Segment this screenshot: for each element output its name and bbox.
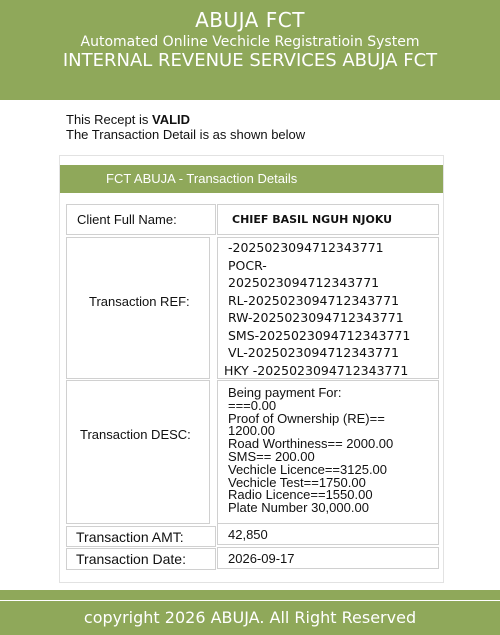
- desc-line: SMS== 200.00: [228, 448, 315, 464]
- transaction-desc-label: Transaction DESC:: [80, 427, 191, 442]
- transaction-desc-value-cell: [217, 380, 439, 524]
- transaction-amt-label: Transaction AMT:: [76, 529, 184, 545]
- panel-title: FCT ABUJA - Transaction Details: [106, 171, 298, 186]
- desc-line: Being payment For:: [228, 385, 342, 400]
- header-title: ABUJA FCT: [195, 8, 305, 32]
- transaction-amt-label-cell: [66, 526, 216, 547]
- status-prefix: This Recept is: [66, 112, 152, 127]
- status-description: The Transaction Detail is as shown below: [66, 127, 306, 142]
- desc-line: Radio Licence==1550.00: [228, 487, 373, 503]
- header-agency: INTERNAL REVENUE SERVICES ABUJA FCT: [62, 50, 438, 71]
- ref-line: HKY -2025023094712343771: [224, 362, 409, 378]
- ref-line: RL-2025023094712343771: [228, 292, 400, 308]
- transaction-amt-value-cell: [217, 523, 439, 545]
- transaction-amt-value: 42,850: [228, 527, 268, 542]
- desc-line: 1200.00: [228, 423, 275, 439]
- page-header: [0, 0, 500, 100]
- desc-line: Road Worthiness== 2000.00: [228, 436, 394, 452]
- transaction-panel: [59, 155, 444, 583]
- desc-line: Vechicle Licence==3125.00: [228, 461, 388, 477]
- transaction-desc-values: [228, 387, 393, 515]
- transaction-ref-values: [224, 239, 410, 379]
- transaction-date-value: 2026-09-17: [228, 551, 295, 566]
- transaction-desc-label-cell: [66, 380, 210, 524]
- client-name-value: CHIEF BASIL NGUH NJOKU: [232, 213, 393, 226]
- transaction-ref-value-cell: [217, 237, 439, 379]
- panel-title-bar: [60, 165, 443, 193]
- client-name-label: Client Full Name:: [77, 212, 177, 227]
- desc-line: ===0.00: [228, 397, 277, 413]
- ref-line: 2025023094712343771: [228, 275, 380, 290]
- header-subtitle: Automated Online Vechicle Registratioin System: [80, 34, 420, 50]
- transaction-date-value-cell: [217, 547, 439, 569]
- desc-line: Plate Number 30,000.00: [228, 500, 369, 516]
- receipt-status: [66, 112, 305, 142]
- ref-line: VL-2025023094712343771: [228, 345, 399, 360]
- ref-line: SMS-2025023094712343771: [228, 327, 411, 343]
- page-footer: [0, 601, 500, 635]
- desc-line: Proof of Ownership (RE)==: [228, 410, 385, 426]
- copyright-text: copyright 2026 ABUJA. All Right Reserved: [83, 608, 417, 627]
- transaction-date-label-cell: [66, 548, 216, 570]
- receipt-status-line: [66, 112, 305, 127]
- client-name-value-cell: [217, 204, 439, 235]
- status-badge: VALID: [151, 112, 191, 127]
- ref-line: -2025023094712343771: [228, 240, 384, 255]
- ref-line: POCR-: [228, 257, 267, 273]
- ref-line: RW-2025023094712343771: [228, 310, 404, 325]
- transaction-ref-label-cell: [66, 237, 210, 379]
- desc-line: Vechicle Test==1750.00: [228, 474, 366, 490]
- transaction-ref-label: Transaction REF:: [89, 294, 190, 309]
- client-name-label-cell: [66, 204, 216, 235]
- transaction-date-label: Transaction Date:: [76, 551, 186, 567]
